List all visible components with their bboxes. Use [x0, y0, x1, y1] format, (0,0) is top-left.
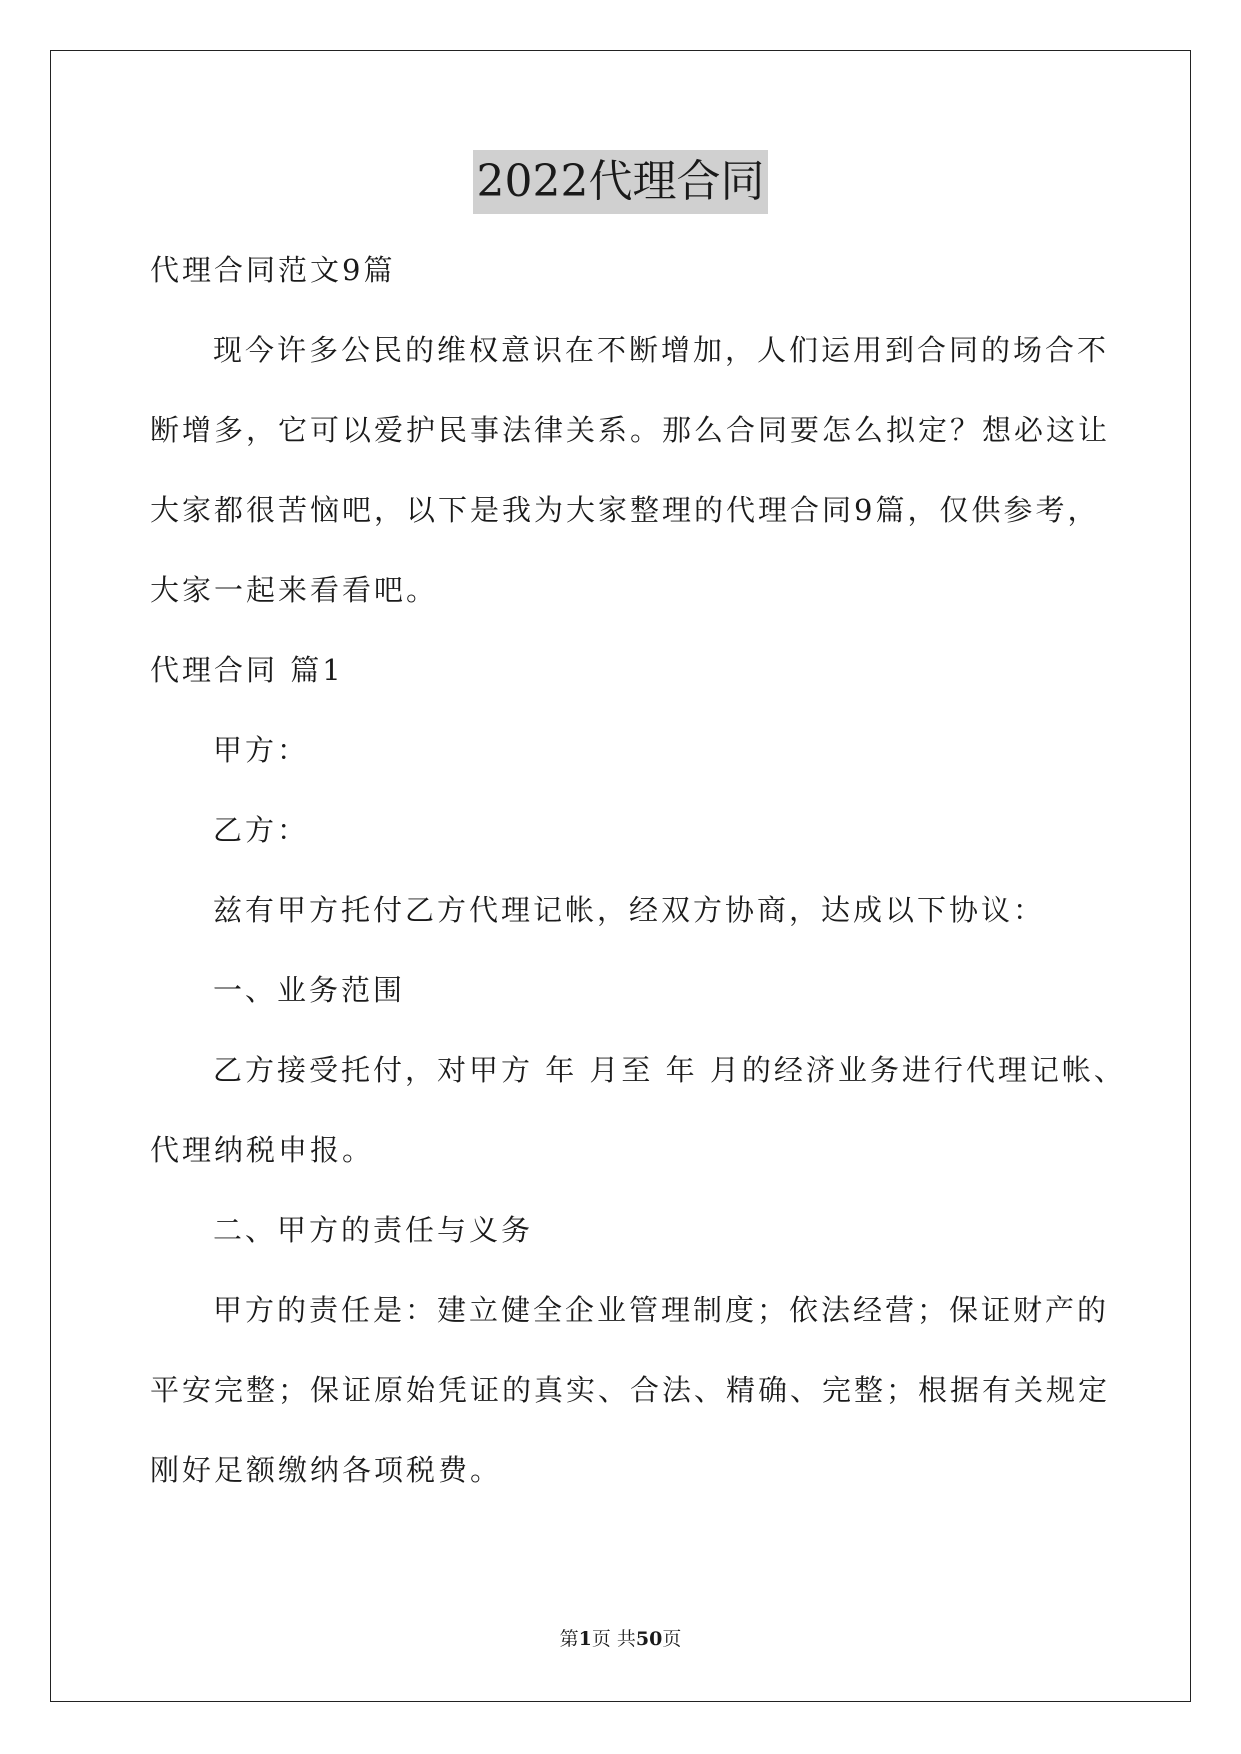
- agreement-preamble: 兹有甲方托付乙方代理记帐，经双方协商，达成以下协议：: [213, 893, 1046, 927]
- party-a-line: 甲方：: [213, 733, 310, 767]
- text-line: 现今许多公民的维权意识在不断增加，人们运用到合同的场合不: [213, 333, 1110, 367]
- text-line: 代理纳税申报。: [150, 1133, 375, 1167]
- total-pages-number: 50: [635, 1628, 663, 1650]
- intro-paragraph: [150, 310, 1110, 630]
- document-title: [0, 150, 1241, 214]
- title-text: 2022代理合同: [473, 150, 769, 214]
- footer-middle: 页 共: [591, 1628, 636, 1650]
- footer-suffix: 页: [662, 1628, 682, 1650]
- clause-heading: 一、业务范围: [213, 973, 406, 1007]
- subtitle-paragraph: 代理合同范文9篇: [150, 253, 396, 287]
- responsibility-paragraph: [150, 1270, 1110, 1510]
- text-line: 乙方接受托付，对甲方 年 月至 年 月的经济业务进行代理记帐、: [213, 1053, 1126, 1087]
- text-line: 刚好足额缴纳各项税费。: [150, 1453, 503, 1487]
- party-b-line: 乙方：: [213, 813, 310, 847]
- text-line: 断增多，它可以爱护民事法律关系。那么合同要怎么拟定？想必这让: [150, 413, 1111, 447]
- text-line: 平安完整；保证原始凭证的真实、合法、精确、完整；根据有关规定: [150, 1373, 1111, 1407]
- footer-prefix: 第: [559, 1628, 579, 1650]
- scope-paragraph: [150, 1030, 1126, 1190]
- clause-heading: 二、甲方的责任与义务: [213, 1213, 534, 1247]
- current-page-number: 1: [578, 1628, 592, 1650]
- text-line: 大家都很苦恼吧，以下是我为大家整理的代理合同9篇，仅供参考，: [150, 493, 1100, 527]
- page-footer: [0, 1627, 1241, 1651]
- section-heading: 代理合同 篇1: [150, 653, 344, 687]
- document-body: [150, 230, 1126, 1510]
- text-line: 大家一起来看看吧。: [150, 573, 439, 607]
- text-line: 甲方的责任是：建立健全企业管理制度；依法经营；保证财产的: [213, 1293, 1110, 1327]
